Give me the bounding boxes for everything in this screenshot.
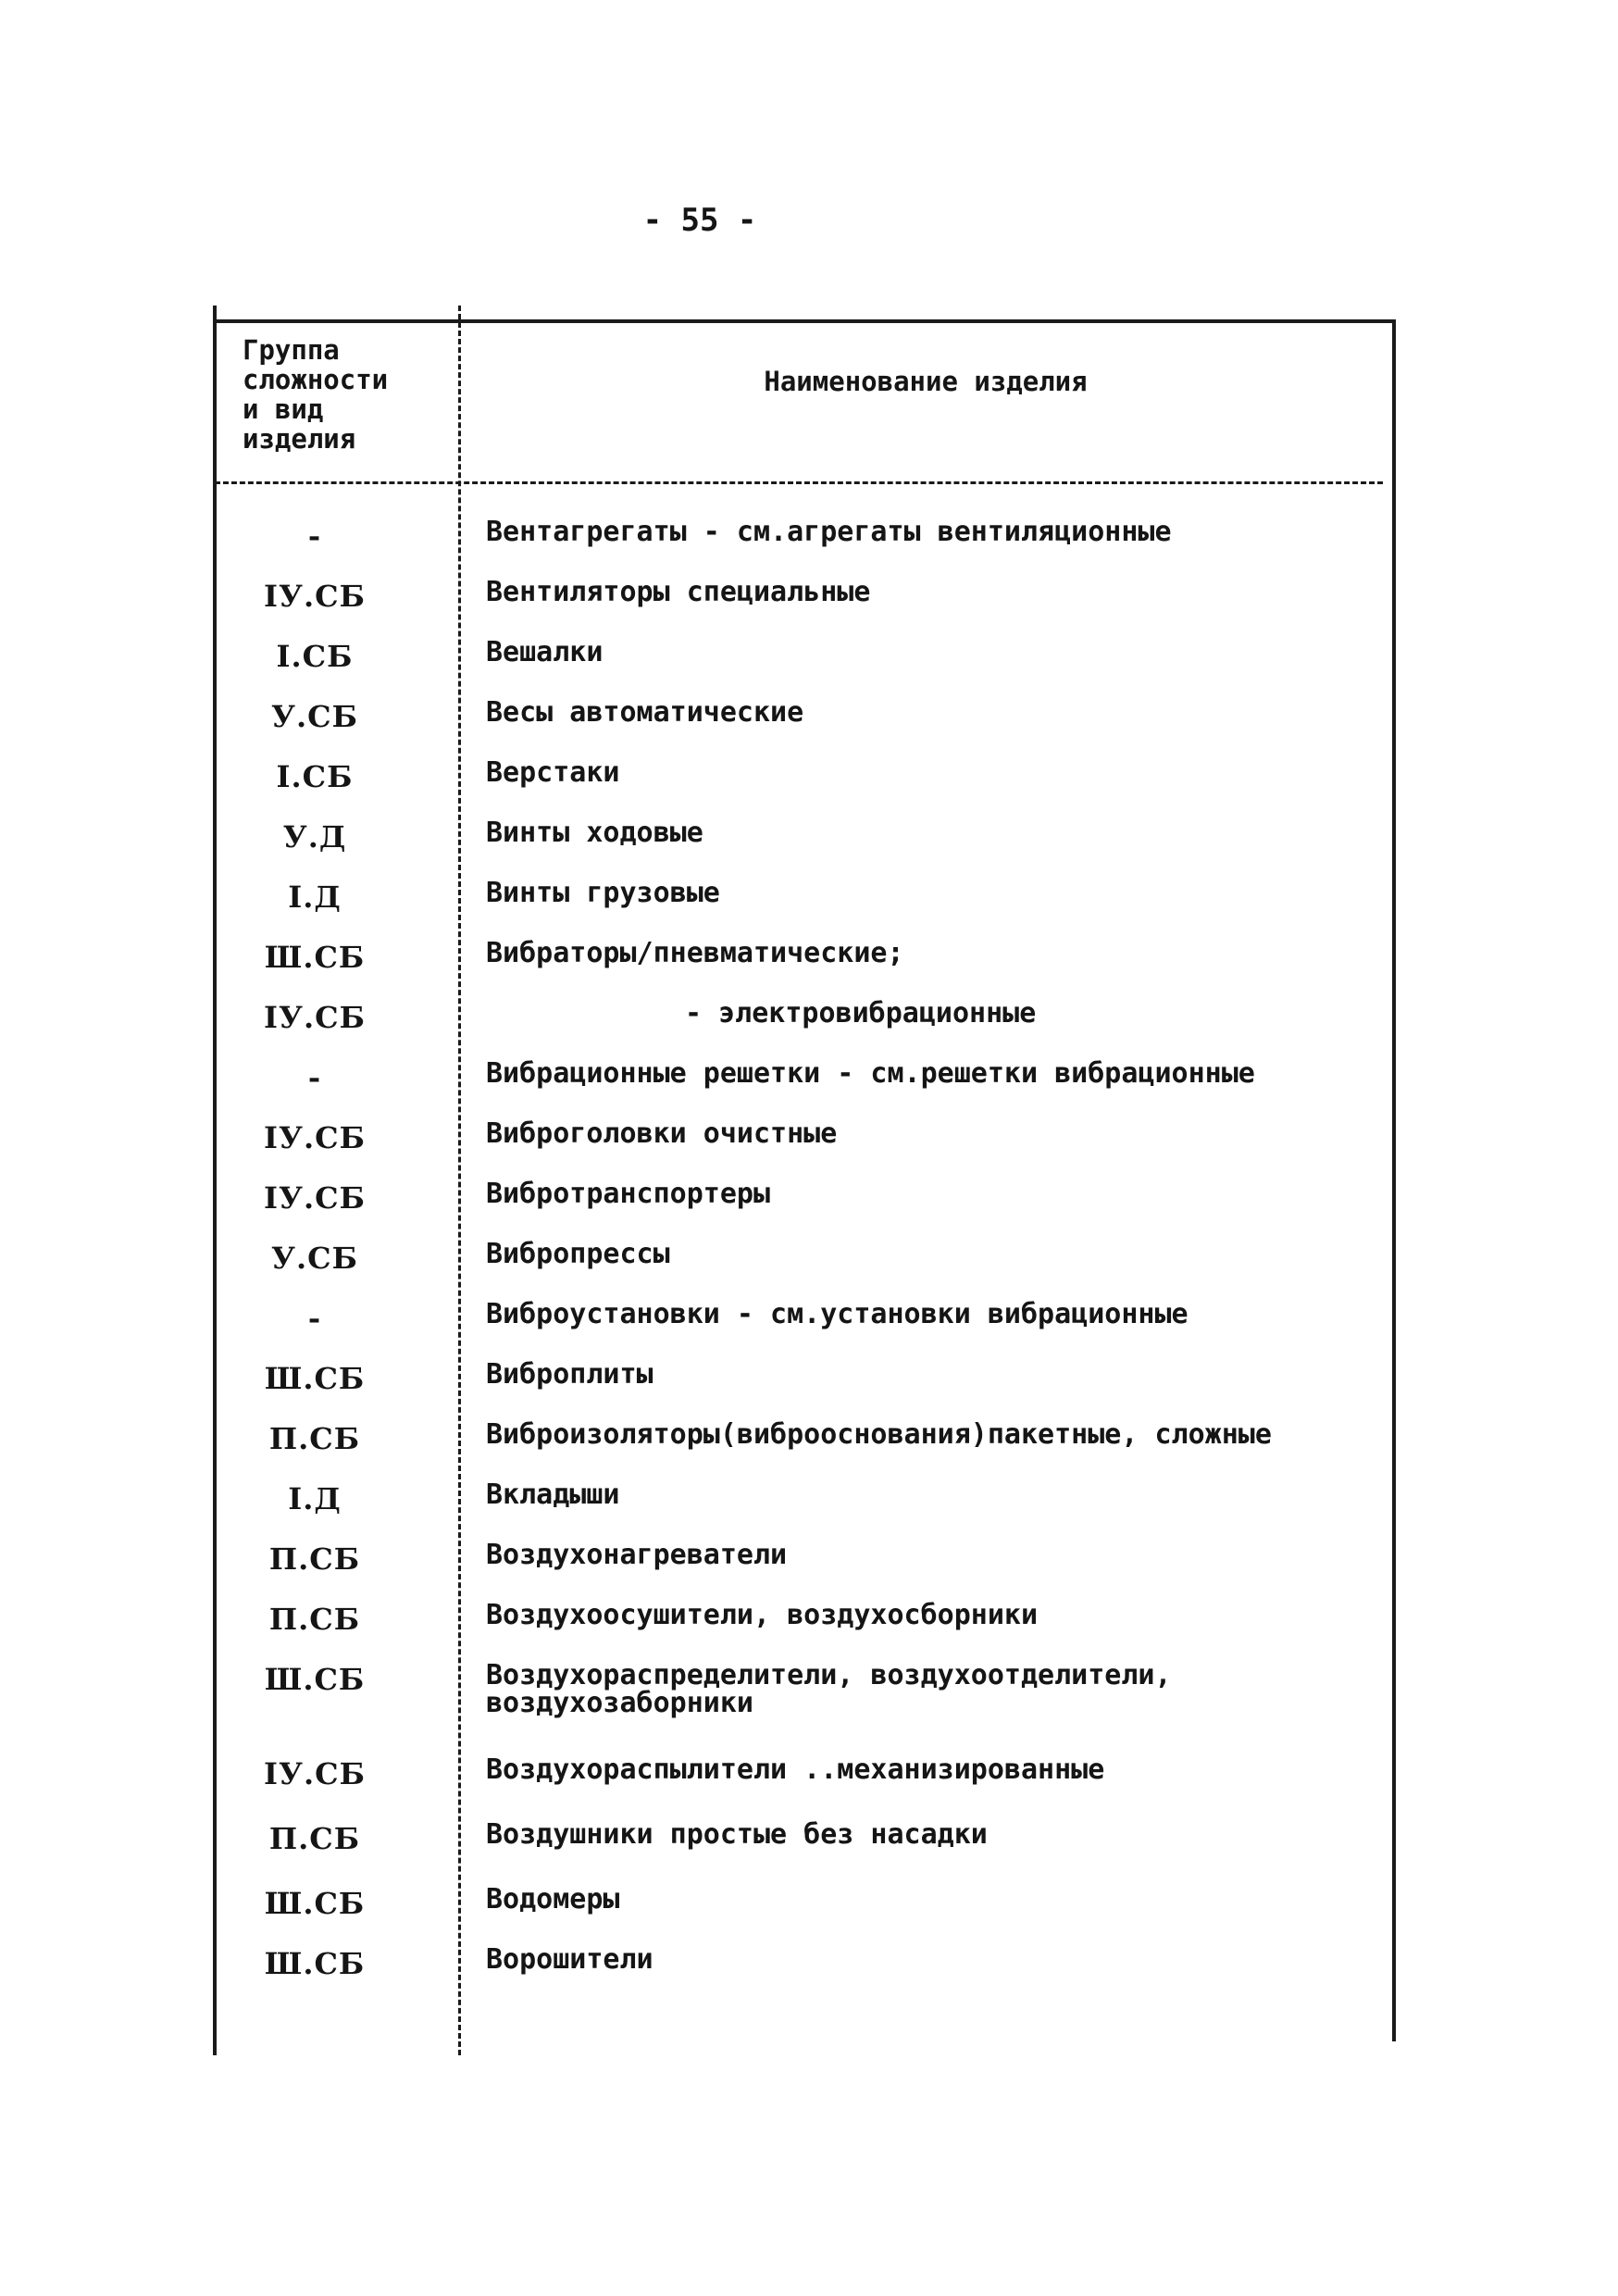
group-cell: Ш.СБ [264, 1946, 366, 1981]
table-row [0, 1117, 1618, 1176]
name-cell: Виброголовки очистные [486, 1117, 838, 1150]
name-cell: Вентиляторы специальные [486, 576, 871, 608]
group-cell: IУ.СБ [264, 1756, 366, 1791]
group-cell: - [307, 1060, 322, 1095]
group-cell: I.СБ [276, 759, 354, 794]
name-cell: Вкладыши [486, 1479, 620, 1511]
table-row [0, 1298, 1618, 1356]
table-row [0, 1541, 1618, 1597]
name-cell [486, 1659, 1412, 1719]
group-cell: П.СБ [268, 1821, 361, 1856]
group-cell: IУ.СБ [264, 1120, 366, 1155]
name-cell: Вибрационные решетки - см.решетки вибрационные [486, 1057, 1255, 1090]
name-cell: Вибраторы/пневматические; [486, 937, 904, 969]
header-group-line: и вид [243, 393, 324, 425]
table-row [0, 756, 1618, 815]
header-group-line: сложности [243, 364, 389, 395]
table-row [0, 518, 1618, 574]
page-number: - 55 - [642, 202, 757, 239]
group-cell: Ш.СБ [264, 940, 366, 975]
group-cell: I.СБ [276, 639, 354, 674]
name-cell: Водомеры [486, 1883, 620, 1915]
name-cell: Воздухоосушители, воздухосборники [486, 1599, 1039, 1631]
name-cell: Верстаки [486, 756, 620, 789]
table-row [0, 696, 1618, 755]
name-cell: Виброизоляторы(виброоснования)пакетные, сложные [486, 1418, 1272, 1451]
group-cell: У.Д [282, 819, 347, 855]
header-group-line: Группа [243, 334, 340, 366]
header-name-column: Наименование изделия [764, 366, 1088, 397]
header-divider [215, 481, 1383, 484]
table-row [0, 1238, 1618, 1296]
name-cell: Весы автоматические [486, 696, 804, 729]
group-cell: Ш.СБ [264, 1662, 366, 1697]
name-cell: Вентагрегаты - см.агрегаты вентиляционные [486, 516, 1172, 548]
header-group-line: изделия [243, 423, 356, 455]
table-row [0, 1418, 1618, 1477]
name-cell: - электровибрационные [685, 997, 1037, 1029]
group-cell: П.СБ [268, 1541, 361, 1577]
table-row [0, 1883, 1618, 1941]
table-row [0, 1358, 1618, 1416]
name-cell: Воздухораспылители ..механизированные [486, 1753, 1105, 1786]
table-row [0, 819, 1618, 875]
table-row [0, 997, 1618, 1055]
table-row [0, 937, 1618, 995]
group-cell: У.СБ [271, 699, 358, 734]
name-cell: Винты грузовые [486, 877, 720, 909]
group-cell: Ш.СБ [264, 1361, 366, 1396]
table-row [0, 1659, 1618, 1745]
table-row [0, 1599, 1618, 1657]
table-row [0, 1818, 1618, 1877]
name-cell: Воздушники простые без насадки [486, 1818, 988, 1851]
group-cell: IУ.СБ [264, 579, 366, 614]
table-row [0, 1753, 1618, 1812]
table-top-border [213, 319, 1396, 323]
name-cell: Вибротранспортеры [486, 1178, 771, 1210]
name-cell: Вибропрессы [486, 1238, 670, 1270]
group-cell: П.СБ [268, 1421, 361, 1456]
table-row [0, 576, 1618, 634]
group-cell: IУ.СБ [264, 1180, 366, 1216]
group-cell: I.Д [288, 880, 342, 915]
name-line: воздухозаборники [486, 1687, 753, 1719]
table-row [0, 877, 1618, 935]
group-cell: IУ.СБ [264, 1000, 366, 1035]
name-cell: Воздухонагреватели [486, 1539, 788, 1571]
group-cell: П.СБ [268, 1602, 361, 1637]
group-cell: I.Д [288, 1481, 342, 1516]
group-cell: - [307, 518, 322, 554]
table-row [0, 1057, 1618, 1116]
name-cell: Винты ходовые [486, 817, 703, 849]
table-row [0, 1481, 1618, 1537]
table-row [0, 636, 1618, 694]
name-line: Воздухораспределители, воздухоотделители, [486, 1659, 1172, 1691]
group-cell: Ш.СБ [264, 1886, 366, 1921]
group-cell: - [307, 1301, 322, 1336]
header-group-column [243, 335, 428, 454]
name-cell: Ворошители [486, 1943, 653, 1976]
table-row [0, 1943, 1618, 2002]
table-row [0, 1180, 1618, 1236]
name-cell: Виброплиты [486, 1358, 653, 1391]
name-cell: Виброустановки - см.установки вибрационные [486, 1298, 1189, 1330]
name-cell: Вешалки [486, 636, 604, 668]
group-cell: У.СБ [271, 1241, 358, 1276]
